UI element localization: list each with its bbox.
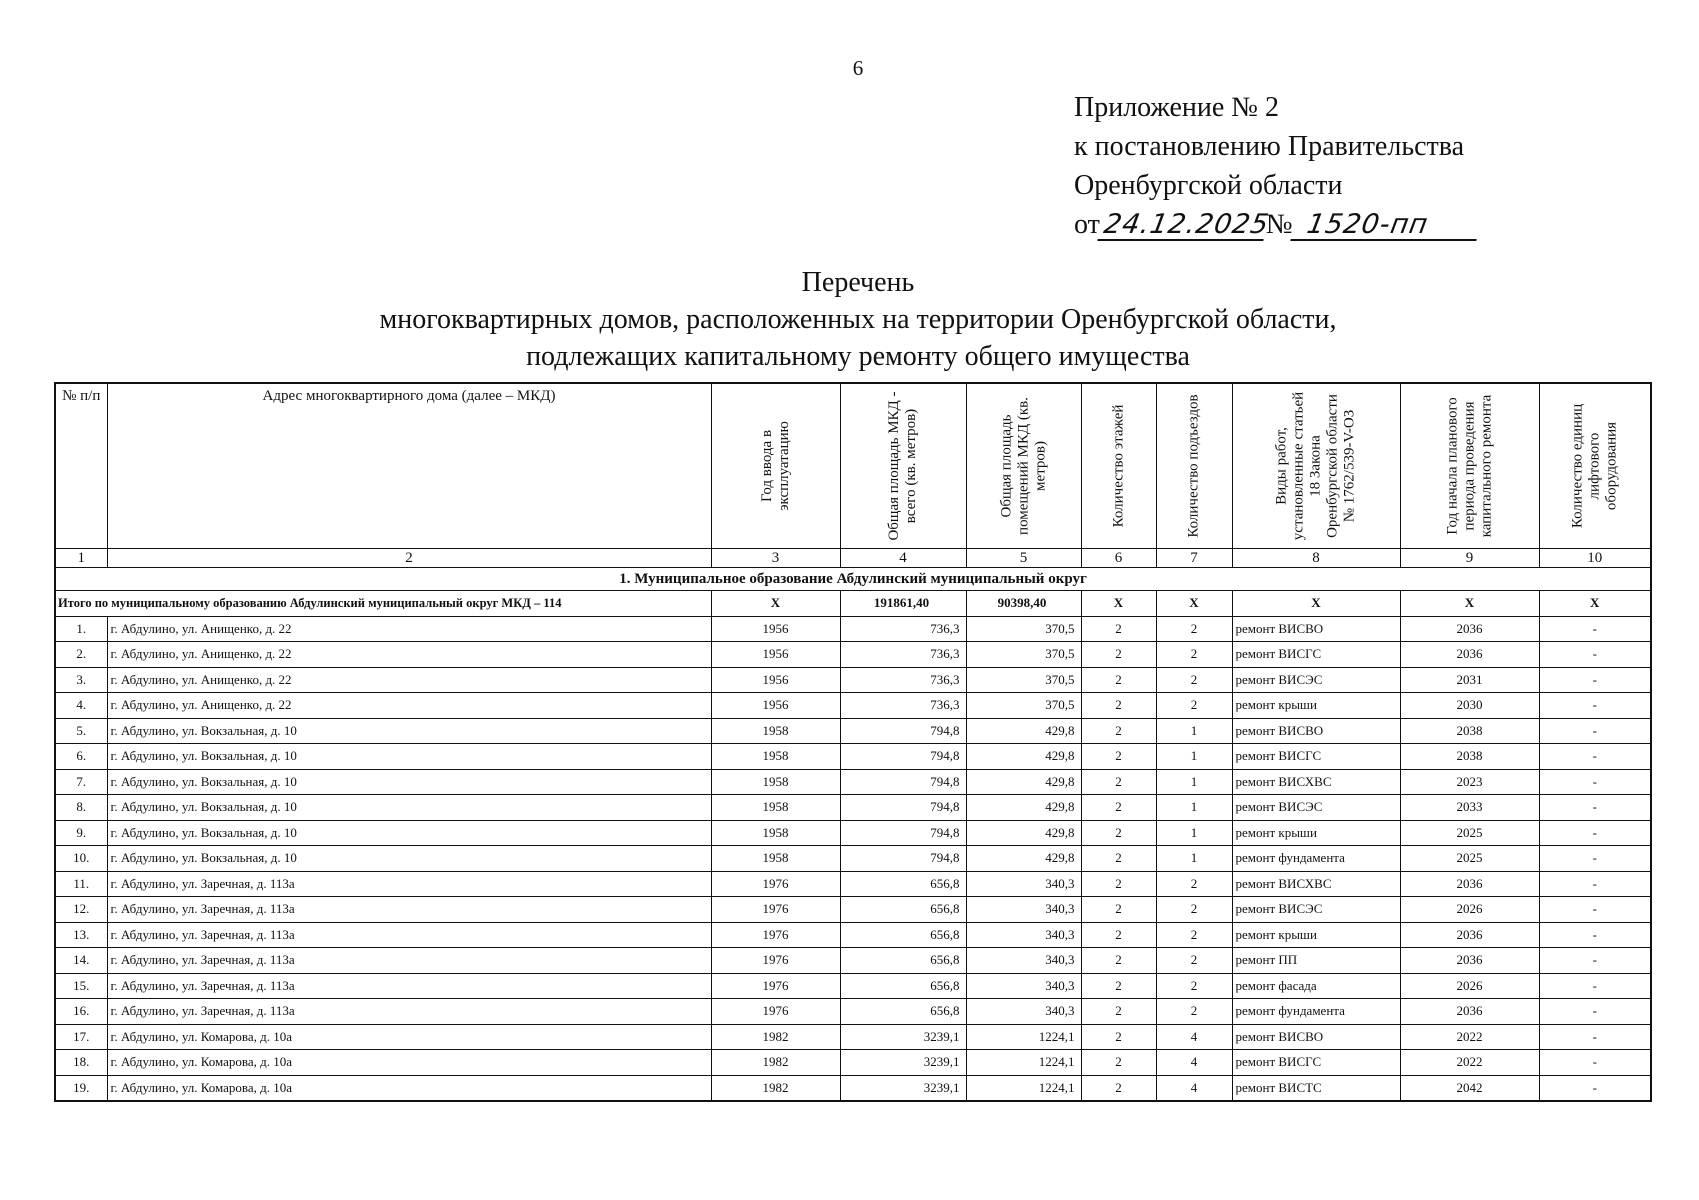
row-start-year: 2023 (1400, 769, 1539, 795)
row-work-type: ремонт ПП (1232, 948, 1400, 974)
row-number: 6. (55, 744, 107, 770)
total-year: X (711, 591, 840, 617)
row-elevators: - (1539, 744, 1651, 770)
row-elevators: - (1539, 973, 1651, 999)
row-work-type: ремонт ВИСЭС (1232, 795, 1400, 821)
row-entrances: 2 (1156, 948, 1232, 974)
row-address: г. Абдулино, ул. Вокзальная, д. 10 (107, 846, 711, 872)
column-number: 10 (1539, 549, 1651, 568)
header-total-area: Общая площадь МКД - всего (кв. метров) (886, 391, 919, 541)
table-row (55, 769, 1651, 795)
row-premises-area: 429,8 (966, 795, 1081, 821)
row-entrances: 1 (1156, 820, 1232, 846)
row-work-type: ремонт фундамента (1232, 999, 1400, 1025)
row-number: 7. (55, 769, 107, 795)
row-year: 1982 (711, 1024, 840, 1050)
row-address: г. Абдулино, ул. Вокзальная, д. 10 (107, 795, 711, 821)
houses-table (54, 382, 1652, 1102)
row-address: г. Абдулино, ул. Заречная, д. 113а (107, 999, 711, 1025)
row-total-area: 794,8 (840, 769, 966, 795)
column-number: 6 (1081, 549, 1156, 568)
row-floors: 2 (1081, 693, 1156, 719)
table-row (55, 973, 1651, 999)
header-entrances-cell (1156, 383, 1232, 549)
row-year: 1958 (711, 820, 840, 846)
row-elevators: - (1539, 718, 1651, 744)
table-row (55, 820, 1651, 846)
column-number: 7 (1156, 549, 1232, 568)
row-work-type: ремонт ВИСЭС (1232, 897, 1400, 923)
header-year: Год ввода в эксплуатацию (758, 421, 792, 511)
header-start-year: Год начала планового периода проведения капитального ремонта (1444, 394, 1494, 538)
row-year: 1958 (711, 744, 840, 770)
row-total-area: 3239,1 (840, 1075, 966, 1101)
row-address: г. Абдулино, ул. Анищенко, д. 22 (107, 616, 711, 642)
row-entrances: 4 (1156, 1050, 1232, 1076)
row-floors: 2 (1081, 769, 1156, 795)
row-year: 1976 (711, 948, 840, 974)
row-premises-area: 370,5 (966, 642, 1081, 668)
row-entrances: 2 (1156, 693, 1232, 719)
row-year: 1956 (711, 642, 840, 668)
row-total-area: 656,8 (840, 871, 966, 897)
row-entrances: 2 (1156, 897, 1232, 923)
row-work-type: ремонт ВИСВО (1232, 1024, 1400, 1050)
row-premises-area: 429,8 (966, 846, 1081, 872)
row-number: 3. (55, 667, 107, 693)
row-number: 13. (55, 922, 107, 948)
column-number: 3 (711, 549, 840, 568)
row-number: 1. (55, 616, 107, 642)
row-elevators: - (1539, 795, 1651, 821)
row-address: г. Абдулино, ул. Заречная, д. 113а (107, 871, 711, 897)
row-address: г. Абдулино, ул. Анищенко, д. 22 (107, 642, 711, 668)
row-total-area: 656,8 (840, 922, 966, 948)
row-start-year: 2036 (1400, 642, 1539, 668)
header-total-area-cell (840, 383, 966, 549)
table-row (55, 871, 1651, 897)
row-total-area: 656,8 (840, 999, 966, 1025)
row-entrances: 4 (1156, 1024, 1232, 1050)
handwritten-date: 24.12.2025 (1097, 211, 1268, 241)
table-row (55, 744, 1651, 770)
section-row (55, 568, 1651, 591)
row-total-area: 656,8 (840, 948, 966, 974)
row-total-area: 656,8 (840, 897, 966, 923)
row-number: 17. (55, 1024, 107, 1050)
row-premises-area: 340,3 (966, 973, 1081, 999)
row-entrances: 2 (1156, 999, 1232, 1025)
row-total-area: 794,8 (840, 846, 966, 872)
row-elevators: - (1539, 948, 1651, 974)
row-address: г. Абдулино, ул. Комарова, д. 10а (107, 1024, 711, 1050)
row-total-area: 794,8 (840, 718, 966, 744)
row-year: 1958 (711, 846, 840, 872)
row-year: 1982 (711, 1075, 840, 1101)
row-year: 1976 (711, 999, 840, 1025)
row-entrances: 1 (1156, 846, 1232, 872)
row-elevators: - (1539, 769, 1651, 795)
total-row (55, 591, 1651, 617)
row-start-year: 2042 (1400, 1075, 1539, 1101)
row-premises-area: 1224,1 (966, 1075, 1081, 1101)
row-elevators: - (1539, 897, 1651, 923)
column-number: 2 (107, 549, 711, 568)
row-start-year: 2026 (1400, 897, 1539, 923)
number-prefix: № (1265, 209, 1293, 240)
row-address: г. Абдулино, ул. Анищенко, д. 22 (107, 667, 711, 693)
appendix-date-line (1074, 205, 1479, 244)
row-number: 14. (55, 948, 107, 974)
table-row (55, 667, 1651, 693)
row-floors: 2 (1081, 1050, 1156, 1076)
row-entrances: 1 (1156, 795, 1232, 821)
row-start-year: 2025 (1400, 846, 1539, 872)
row-floors: 2 (1081, 744, 1156, 770)
row-elevators: - (1539, 1075, 1651, 1101)
row-entrances: 2 (1156, 871, 1232, 897)
row-elevators: - (1539, 1050, 1651, 1076)
row-floors: 2 (1081, 973, 1156, 999)
row-start-year: 2033 (1400, 795, 1539, 821)
row-floors: 2 (1081, 897, 1156, 923)
column-number: 8 (1232, 549, 1400, 568)
row-premises-area: 429,8 (966, 820, 1081, 846)
row-year: 1976 (711, 871, 840, 897)
row-work-type: ремонт ВИСХВС (1232, 871, 1400, 897)
row-total-area: 794,8 (840, 795, 966, 821)
row-total-area: 736,3 (840, 616, 966, 642)
row-start-year: 2036 (1400, 948, 1539, 974)
date-prefix: от (1074, 209, 1100, 240)
row-premises-area: 429,8 (966, 769, 1081, 795)
appendix-region: Оренбургской области (1074, 170, 1343, 201)
row-address: г. Абдулино, ул. Заречная, д. 113а (107, 922, 711, 948)
row-year: 1976 (711, 922, 840, 948)
row-year: 1958 (711, 795, 840, 821)
header-year-cell (711, 383, 840, 549)
row-premises-area: 340,3 (966, 897, 1081, 923)
row-floors: 2 (1081, 667, 1156, 693)
column-number: 1 (55, 549, 107, 568)
row-premises-area: 1224,1 (966, 1050, 1081, 1076)
row-year: 1976 (711, 973, 840, 999)
row-number: 10. (55, 846, 107, 872)
total-label: Итого по муниципальному образованию Абдулинский муниципальный округ МКД – 114 (55, 591, 711, 617)
row-work-type: ремонт крыши (1232, 922, 1400, 948)
row-start-year: 2038 (1400, 744, 1539, 770)
row-floors: 2 (1081, 642, 1156, 668)
row-premises-area: 340,3 (966, 999, 1081, 1025)
header-floors: Количество этажей (1110, 404, 1126, 528)
row-total-area: 3239,1 (840, 1024, 966, 1050)
row-elevators: - (1539, 846, 1651, 872)
row-floors: 2 (1081, 820, 1156, 846)
row-start-year: 2031 (1400, 667, 1539, 693)
row-elevators: - (1539, 871, 1651, 897)
row-premises-area: 340,3 (966, 922, 1081, 948)
document-title (0, 264, 1699, 375)
table-row (55, 999, 1651, 1025)
row-entrances: 2 (1156, 616, 1232, 642)
section-title: 1. Муниципальное образование Абдулинский муниципальный округ (55, 568, 1651, 591)
column-numbers-row (55, 549, 1651, 568)
row-number: 9. (55, 820, 107, 846)
row-elevators: - (1539, 642, 1651, 668)
row-premises-area: 370,5 (966, 616, 1081, 642)
row-premises-area: 429,8 (966, 744, 1081, 770)
row-start-year: 2025 (1400, 820, 1539, 846)
header-start-year-cell (1400, 383, 1539, 549)
row-address: г. Абдулино, ул. Вокзальная, д. 10 (107, 744, 711, 770)
row-address: г. Абдулино, ул. Комарова, д. 10а (107, 1075, 711, 1101)
row-start-year: 2036 (1400, 999, 1539, 1025)
row-start-year: 2022 (1400, 1050, 1539, 1076)
table-row (55, 795, 1651, 821)
row-number: 4. (55, 693, 107, 719)
handwritten-number: 1520-пп (1290, 211, 1481, 241)
table-row (55, 1024, 1651, 1050)
row-number: 18. (55, 1050, 107, 1076)
row-start-year: 2036 (1400, 616, 1539, 642)
column-number: 9 (1400, 549, 1539, 568)
row-work-type: ремонт ВИСГС (1232, 642, 1400, 668)
row-number: 2. (55, 642, 107, 668)
row-address: г. Абдулино, ул. Заречная, д. 113а (107, 948, 711, 974)
row-address: г. Абдулино, ул. Анищенко, д. 22 (107, 693, 711, 719)
row-start-year: 2038 (1400, 718, 1539, 744)
total-floors: X (1081, 591, 1156, 617)
total-premises-area: 90398,40 (966, 591, 1081, 617)
row-total-area: 736,3 (840, 667, 966, 693)
row-entrances: 2 (1156, 973, 1232, 999)
row-total-area: 736,3 (840, 693, 966, 719)
row-elevators: - (1539, 667, 1651, 693)
row-address: г. Абдулино, ул. Заречная, д. 113а (107, 897, 711, 923)
row-year: 1956 (711, 667, 840, 693)
header-premises-area: Общая площадь помещений МКД (кв. метров) (998, 397, 1048, 535)
table-row (55, 718, 1651, 744)
row-floors: 2 (1081, 948, 1156, 974)
column-number: 4 (840, 549, 966, 568)
title-line-2: многоквартирных домов, расположенных на территории Оренбургской области, (379, 304, 1337, 335)
row-total-area: 794,8 (840, 820, 966, 846)
table-row (55, 897, 1651, 923)
row-floors: 2 (1081, 616, 1156, 642)
header-elevators-cell (1539, 383, 1651, 549)
row-premises-area: 370,5 (966, 693, 1081, 719)
row-elevators: - (1539, 616, 1651, 642)
row-entrances: 4 (1156, 1075, 1232, 1101)
row-elevators: - (1539, 922, 1651, 948)
row-floors: 2 (1081, 999, 1156, 1025)
row-floors: 2 (1081, 795, 1156, 821)
row-year: 1958 (711, 718, 840, 744)
table-row (55, 1050, 1651, 1076)
header-entrances: Количество подъездов (1185, 394, 1202, 538)
row-work-type: ремонт крыши (1232, 693, 1400, 719)
header-address: Адрес многоквартирного дома (далее – МКД) (107, 383, 711, 549)
row-work-type: ремонт ВИСТС (1232, 1075, 1400, 1101)
appendix-resolution: к постановлению Правительства (1074, 131, 1465, 162)
row-premises-area: 340,3 (966, 948, 1081, 974)
row-total-area: 794,8 (840, 744, 966, 770)
row-work-type: ремонт ВИСГС (1232, 1050, 1400, 1076)
row-address: г. Абдулино, ул. Вокзальная, д. 10 (107, 769, 711, 795)
total-start-year: X (1400, 591, 1539, 617)
row-year: 1976 (711, 897, 840, 923)
row-total-area: 3239,1 (840, 1050, 966, 1076)
row-total-area: 736,3 (840, 642, 966, 668)
row-floors: 2 (1081, 1024, 1156, 1050)
row-premises-area: 370,5 (966, 667, 1081, 693)
row-elevators: - (1539, 820, 1651, 846)
row-number: 11. (55, 871, 107, 897)
header-floors-cell (1081, 383, 1156, 549)
row-year: 1956 (711, 693, 840, 719)
row-elevators: - (1539, 999, 1651, 1025)
total-elevators: X (1539, 591, 1651, 617)
column-number: 5 (966, 549, 1081, 568)
table-row (55, 616, 1651, 642)
title-line-1: Перечень (801, 267, 915, 298)
row-number: 12. (55, 897, 107, 923)
row-number: 15. (55, 973, 107, 999)
row-entrances: 1 (1156, 744, 1232, 770)
row-start-year: 2030 (1400, 693, 1539, 719)
row-work-type: ремонт ВИСЭС (1232, 667, 1400, 693)
table-row (55, 1075, 1651, 1101)
appendix-block (1074, 88, 1479, 244)
page-number: 6 (852, 56, 864, 80)
row-entrances: 2 (1156, 667, 1232, 693)
header-elevators: Количество единиц лифтового оборудования (1569, 403, 1620, 529)
row-start-year: 2036 (1400, 922, 1539, 948)
row-floors: 2 (1081, 846, 1156, 872)
header-premises-area-cell (966, 383, 1081, 549)
row-premises-area: 1224,1 (966, 1024, 1081, 1050)
row-year: 1982 (711, 1050, 840, 1076)
header-row (55, 383, 1651, 549)
header-work-types: Виды работ, установленные статьей 18 Закона Оренбургской области № 1762/539-V-ОЗ (1273, 391, 1358, 541)
row-floors: 2 (1081, 922, 1156, 948)
row-year: 1958 (711, 769, 840, 795)
table-row (55, 922, 1651, 948)
total-entrances: X (1156, 591, 1232, 617)
row-start-year: 2026 (1400, 973, 1539, 999)
row-work-type: ремонт ВИСГС (1232, 744, 1400, 770)
row-address: г. Абдулино, ул. Заречная, д. 113а (107, 973, 711, 999)
row-premises-area: 340,3 (966, 871, 1081, 897)
row-floors: 2 (1081, 718, 1156, 744)
row-address: г. Абдулино, ул. Вокзальная, д. 10 (107, 718, 711, 744)
appendix-title: Приложение № 2 (1074, 92, 1279, 123)
row-work-type: ремонт фасада (1232, 973, 1400, 999)
title-line-3: подлежащих капитальному ремонту общего имущества (526, 341, 1190, 372)
row-elevators: - (1539, 693, 1651, 719)
header-work-types-cell (1232, 383, 1400, 549)
header-num: № п/п (55, 383, 107, 549)
row-year: 1956 (711, 616, 840, 642)
table-row (55, 642, 1651, 668)
row-premises-area: 429,8 (966, 718, 1081, 744)
row-work-type: ремонт ВИСВО (1232, 616, 1400, 642)
row-work-type: ремонт ВИСХВС (1232, 769, 1400, 795)
row-address: г. Абдулино, ул. Вокзальная, д. 10 (107, 820, 711, 846)
row-total-area: 656,8 (840, 973, 966, 999)
total-work: X (1232, 591, 1400, 617)
row-work-type: ремонт фундамента (1232, 846, 1400, 872)
row-floors: 2 (1081, 871, 1156, 897)
row-start-year: 2036 (1400, 871, 1539, 897)
row-entrances: 1 (1156, 718, 1232, 744)
row-elevators: - (1539, 1024, 1651, 1050)
table-row (55, 693, 1651, 719)
row-work-type: ремонт ВИСВО (1232, 718, 1400, 744)
row-work-type: ремонт крыши (1232, 820, 1400, 846)
table-row (55, 846, 1651, 872)
row-entrances: 1 (1156, 769, 1232, 795)
row-start-year: 2022 (1400, 1024, 1539, 1050)
row-floors: 2 (1081, 1075, 1156, 1101)
row-address: г. Абдулино, ул. Комарова, д. 10а (107, 1050, 711, 1076)
row-number: 8. (55, 795, 107, 821)
row-number: 16. (55, 999, 107, 1025)
row-entrances: 2 (1156, 922, 1232, 948)
table-row (55, 948, 1651, 974)
row-number: 19. (55, 1075, 107, 1101)
row-number: 5. (55, 718, 107, 744)
total-area: 191861,40 (840, 591, 966, 617)
row-entrances: 2 (1156, 642, 1232, 668)
